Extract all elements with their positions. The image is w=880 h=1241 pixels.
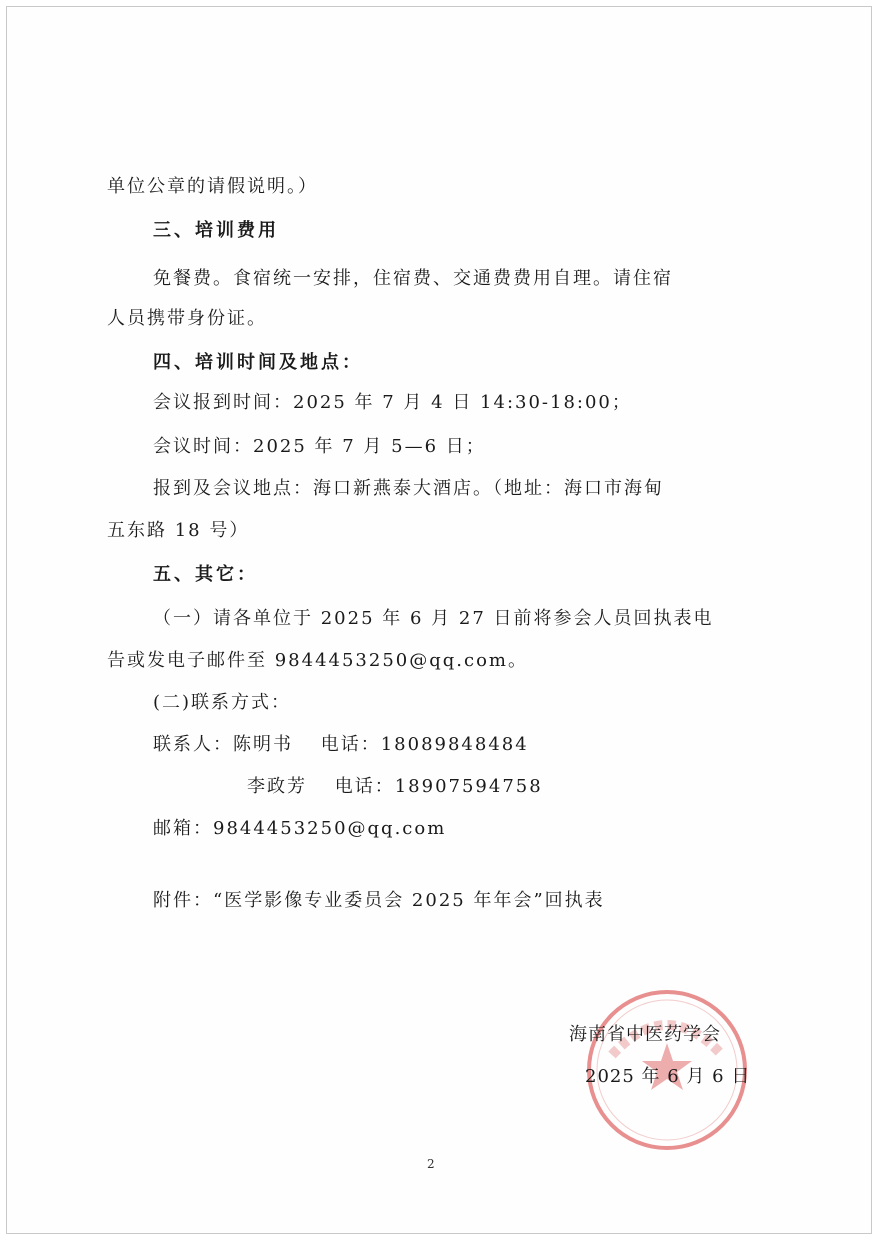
section-heading-fees: 三、培训费用 [153, 220, 279, 241]
contact-heading: (二)联系方式： [153, 692, 292, 713]
other-item-1-line-1: （一）请各单位于 2025 年 6 月 27 日前将参会人员回执表电 [153, 608, 714, 629]
fees-paragraph-line-2: 人员携带身份证。 [107, 308, 267, 329]
issuing-organization: 海南省中医药学会 [569, 1024, 721, 1045]
venue-line-1: 报到及会议地点：海口新燕泰大酒店。（地址：海口市海甸 [153, 478, 664, 499]
contact-person-2: 李政芳 电话：18907594758 [247, 776, 543, 797]
venue-line-2: 五东路 18 号） [107, 520, 250, 541]
document-page [6, 6, 872, 1234]
checkin-time-line: 会议报到时间：2025 年 7 月 4 日 14:30-18:00； [153, 392, 632, 413]
page-number: 2 [427, 1157, 435, 1171]
section-heading-time-place: 四、培训时间及地点： [153, 352, 363, 373]
continuation-line: 单位公章的请假说明。） [107, 176, 318, 197]
section-heading-other: 五、其它： [153, 564, 258, 585]
contact-email: 邮箱：9844453250@qq.com [153, 818, 447, 839]
meeting-time-line: 会议时间：2025 年 7 月 5—6 日； [153, 436, 486, 457]
issue-date: 2025 年 6 月 6 日 [585, 1066, 751, 1087]
contact-person-1: 联系人：陈明书 电话：18089848484 [153, 734, 529, 755]
other-item-1-line-2: 告或发电子邮件至 9844453250@qq.com。 [107, 650, 528, 671]
fees-paragraph-line-1: 免餐费。食宿统一安排，住宿费、交通费费用自理。请住宿 [153, 268, 673, 289]
attachment-line: 附件：“医学影像专业委员会 2025 年年会”回执表 [153, 890, 605, 911]
